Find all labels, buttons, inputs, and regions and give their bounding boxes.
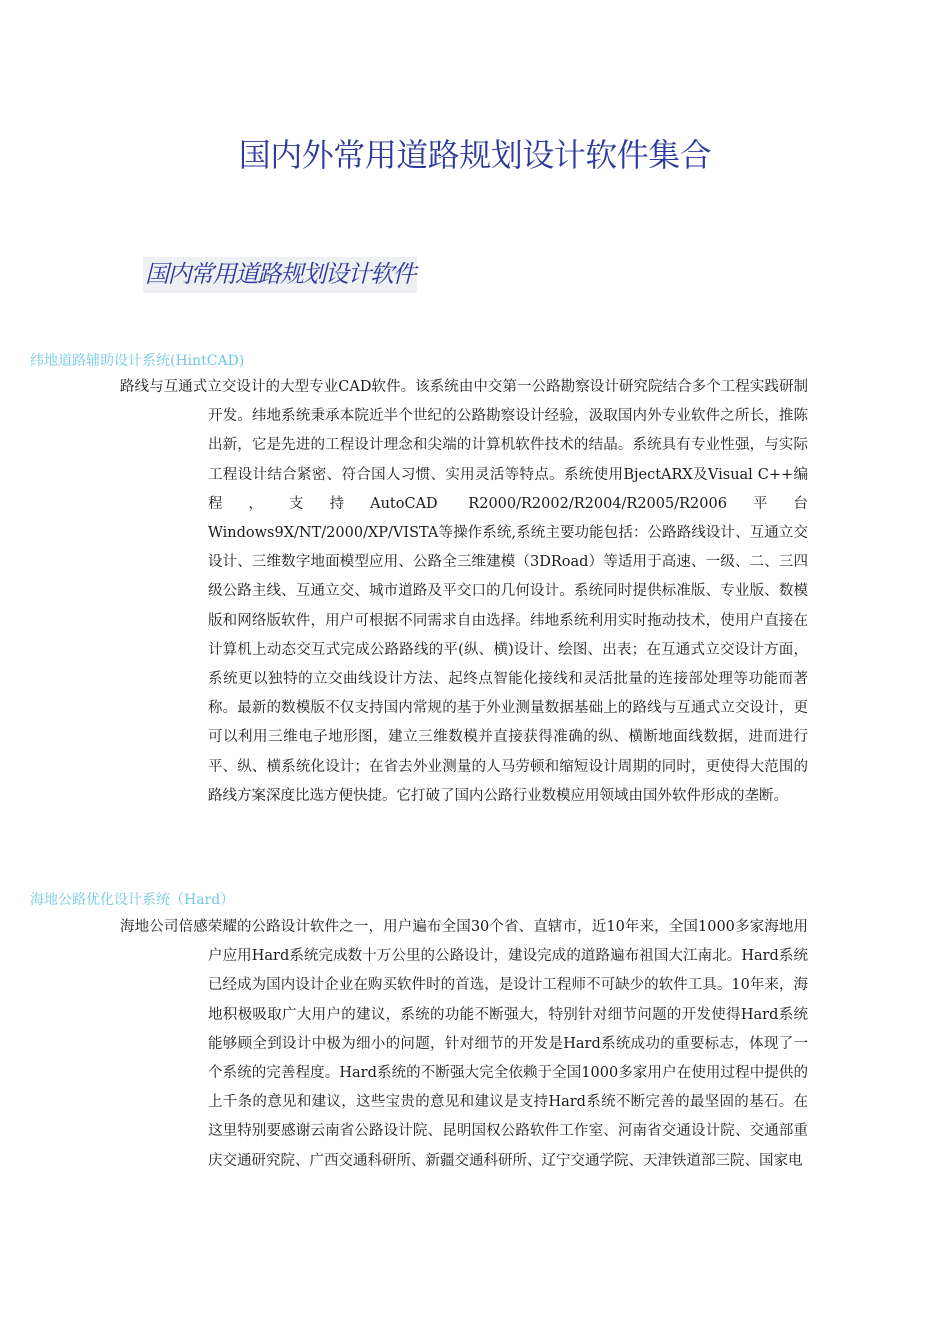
entry-body-hard: 海地公司倍感荣耀的公路设计软件之一，用户遍布全国30个省、直辖市，近10年来，全国1000多家海地用户应用Hard系统完成数十万公里的公路设计，建设完成的道路遍布祖国大江南北。Hard系统已经成为国内设计企业在购买软件时的首选，是设计工程师不可缺少的软件工具。10年来，海地积极吸取广大用户的建议，系统的功能不断强大，特别针对细节问题的开发使得Hard系统能够顾全到设计中极为细小的问题，针对细节的开发是Hard系统成功的重要标志，体现了一个系统的完善程度。Hard系统的不断强大完全依赖于全国1000多家用户在使用过程中提供的上千条的意见和建议，这些宝贵的意见和建议是支持Hard系统不断完善的最坚固的基石。在这里特别要感谢云南省公路设计院、昆明国权公路软件工作室、河南省交通设计院、交通部重庆交通研究院、广西交通科研所、新疆交通科研所、辽宁交通学院、天津铁道部三院、国家电: [120, 919, 808, 1169]
entry-heading-hintcad: 纬地道路辅助设计系统(HintCAD): [30, 353, 245, 369]
section-title: 国内常用道路规划设计软件: [143, 257, 417, 293]
entry-heading-hard: 海地公路优化设计系统（Hard）: [30, 892, 235, 908]
page-title: 国内外常用道路规划设计软件集合: [238, 136, 712, 174]
entry-body-hintcad: 路线与互通式立交设计的大型专业CAD软件。该系统由中交第一公路勘察设计研究院结合多个工程实践研制开发。纬地系统秉承本院近半个世纪的公路勘察设计经验，汲取国内外专业软件之所长，推陈出新，它是先进的工程设计理念和尖端的计算机软件技术的结晶。系统具有专业性强，与实际工程设计结合紧密、符合国人习惯、实用灵活等特点。系统使用BjectARX及Visual C++编程，支持AutoCAD R2000/R2002/R2004/R2005/R2006平台Windows9X/NT/2000/XP/VISTA等操作系统,系统主要功能包括：公路路线设计、互通立交设计、三维数字地面模型应用、公路全三维建模（3DRoad）等适用于高速、一级、二、三四级公路主线、互通立交、城市道路及平交口的几何设计。系统同时提供标准版、专业版、数模版和网络版软件，用户可根据不同需求自由选择。纬地系统利用实时拖动技术，使用户直接在计算机上动态交互式完成公路路线的平(纵、横)设计、绘图、出表；在互通式立交设计方面，系统更以独特的立交曲线设计方法、起终点智能化接线和灵活批量的连接部处理等功能而著称。最新的数模版不仅支持国内常规的基于外业测量数据基础上的路线与互通式立交设计，更可以利用三维电子地形图，建立三维数模并直接获得准确的纵、横断地面线数据，进而进行平、纵、横系统化设计；在省去外业测量的人马劳顿和缩短设计周期的同时，更使得大范围的路线方案深度比选方便快捷。它打破了国内公路行业数模应用领域由国外软件形成的垄断。: [120, 379, 808, 804]
